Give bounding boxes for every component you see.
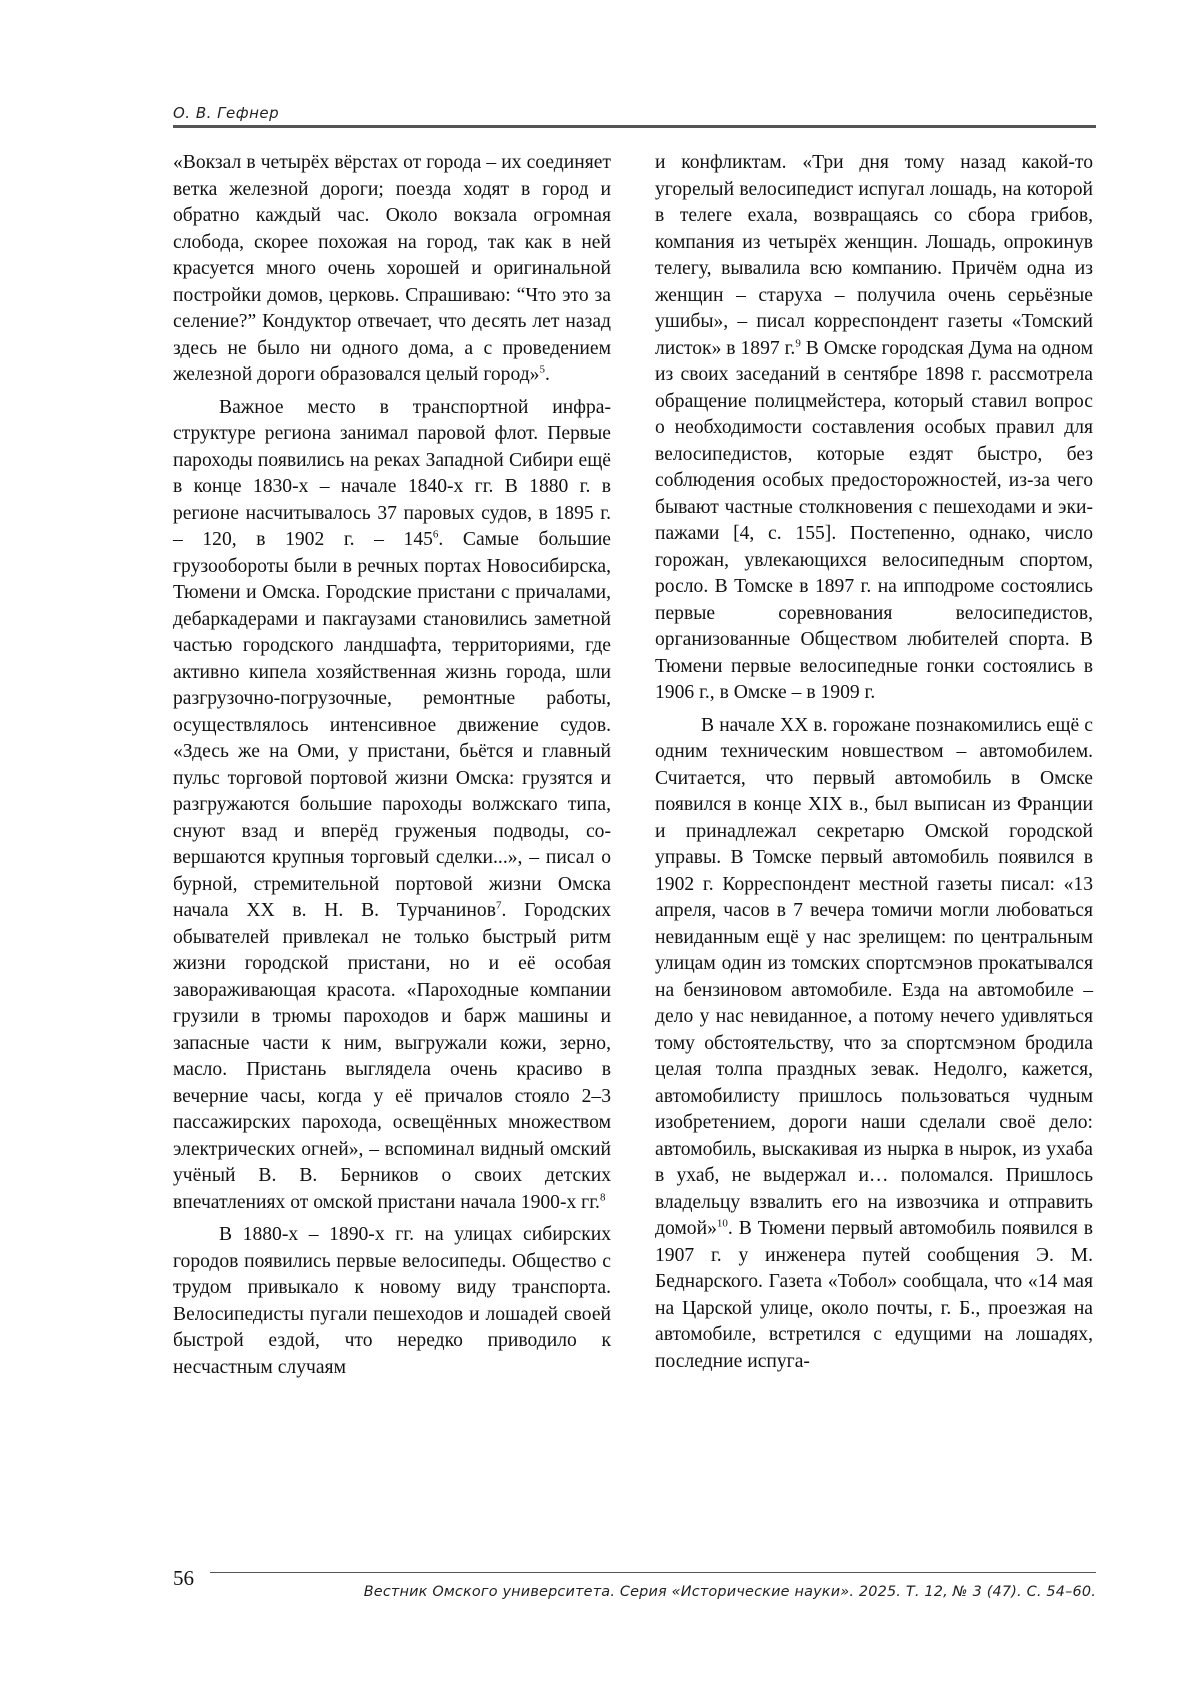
paragraph-bicycle-conflicts (655, 150, 1093, 707)
page-number: 56 (173, 1566, 194, 1590)
text-span: . (544, 364, 550, 385)
footnote-ref-9: 9 (795, 336, 801, 349)
text-span: «Вокзал в четырёх вёрстах от города – их соединяет ветка железной дороги; поезда ходят в город и обратно каждый час. Около вокзала огромная слобода, скорее похожая на город, так как в ней красуется много очень хорошей и оригинальной постройки домов, церковь. Спрашиваю: “Что это за селение?” Кондуктор отвечает, что десять лет назад здесь не было ни одного дома, а с проведением железной дороги образовался целый город» (173, 152, 611, 385)
paragraph-bicycles (173, 1222, 611, 1381)
footnote-ref-7: 7 (495, 899, 502, 912)
left-column (173, 150, 611, 1387)
footer-rule (210, 1572, 1096, 1573)
paragraph-vokzal-quote (173, 150, 611, 389)
text-span: . Самые большие грузообороты были в речных портах Новосибирска, Тюмени и Омска. Городские пристани с причалами, дебаркадерами и пакгаузами становились заметной частью городского ландшафта, территориями, где активно кипела хозяйственная жизнь города, шли разгрузочно-погрузочные, ремонтные работы, осуществлялось интенсивное движение судов. «Здесь же на Оми, у пристани, бьётся и главный пульс торговой портовой жизни Омска: грузятся и разгружаются большие пароходы волжскаго типа, снуют взад и вперёд груженыя подводы, совершаются крупныя торговый сделки...», – писал о бурной, стремительной портовой жизни Омска начала XX в. Н. В. Турчанинов (173, 529, 611, 921)
journal-citation: Вестник Омского университета. Серия «Исторические науки». 2025. Т. 12, № 3 (47). С. 54–60. (363, 1584, 1096, 1600)
text-span: Важное место в транспортной инфраструктуре региона занимал паровой флот. Первые пароходы появились на реках Западной Сибири ещё в конце 1830-х – начале 1840-х гг. В 1880 г. в регионе насчитывалось 37 паровых судов, в 1895 г. – 120, в 1902 г. – 145 (173, 396, 611, 550)
right-column (655, 150, 1093, 1381)
footnote-ref-6: 6 (432, 528, 439, 541)
running-head-author: О. В. Гефнер (173, 104, 280, 122)
footnote-ref-10: 10 (716, 1217, 728, 1230)
text-span: В Омске городская Дума на одном из своих заседаний в сентябре 1898 г. рассмотрела обращение полицмейстера, который ставил вопрос о необходимости составления особых правил для велосипедистов, которые ездят быстро, без соблюдения особых предосторожностей, из-за чего бывают частные столкновения с пешеходами и экипажами [4, с. 155]. Постепенно, однако, число горожан, увлекающихся велосипедным спортом, росло. В Томске в 1897 г. на ипподроме состоялись первые соревнования велосипедистов, организованные Обществом любителей спорта. В Тюмени первые велосипедные гонки состоялись в 1906 г., в Омске – в 1909 г. (655, 337, 1093, 703)
text-span: В 1880-х – 1890-х гг. на улицах сибирских городов появились первые велосипеды. Общество с трудом привыкало к новому виду транспорта. Велосипедисты пугали пешеходов и лошадей своей быстрой ездой, что нередко приводило к несчастным случаям (173, 1224, 611, 1378)
text-span: . Городских обывателей привлекал не только быстрый ритм жизни городской пристани, но и её особая завораживающая красота. «Пароходные компании грузили в трюмы пароходов и барж машины и запасные части к ним, выгружали кожи, зерно, масло. Пристань выглядела очень красиво в вечерние часы, когда у её причалов стояло 2–3 пассажирских парохода, освещённых множеством электрических огней», – вспоминал видный омский учёный В. В. Берников о своих детских впечатлениях от омской пристани начала 1900-х гг. (173, 900, 611, 1213)
paragraph-steam-fleet (173, 395, 611, 1217)
footnote-ref-5: 5 (539, 363, 545, 376)
text-span: и конфликтам. «Три дня тому назад какой-то угорелый велосипедист испугал лошадь, на которой в телеге ехала, возвращаясь со сбора грибов, компания из четырёх женщин. Лошадь, опрокинув телегу, вывалила всю компанию. Причём одна из женщин – старуха – получила очень серьёзные ушибы», – писал корреспондент газеты «Томский листок» в 1897 г. (655, 152, 1093, 359)
footnote-ref-8: 8 (599, 1190, 606, 1203)
text-span: . В Тюмени первый автомобиль появился в 1907 г. у инженера путей сообщения Э. М. Беднарского. Газета «Тобол» сообщала, что «14 мая на Царской улице, около почты, г. Б., проезжая на автомобиле, встретился с едущими на лошадях, последние испуга- (655, 1218, 1093, 1372)
paragraph-automobiles (655, 713, 1093, 1376)
header-rule (173, 125, 1096, 128)
text-span: В начале XX в. горожане познакомились ещё с одним техническим новшеством – автомобилем. Считается, что первый автомобиль в Омске появился в конце XIX в., был выписан из Франции и принадлежал секретарю Омской городской управы. В Томске первый автомобиль появился в 1902 г. Корреспондент местной газеты писал: «13 апреля, часов в 7 вечера томичи могли любоваться невиданным ещё у нас зрелищем: по центральным улицам один из томских спортсмэнов прокатывался на бензиновом автомобиле. Езда на автомобиле – дело у нас невиданное, а потому нечего удивляться тому обстоятельству, что за спортсмэном бродила целая толпа праздных зевак. Недолго, кажется, автомобилисту пришлось пользоваться чудным изобретением, дороги наши сделали своё дело: автомобиль, выскакивая из нырка в нырок, из ухаба в ухаб, не выдержал и… поломался. Пришлось владельцу взвалить его на извозчика и отправить домой» (655, 714, 1093, 1239)
